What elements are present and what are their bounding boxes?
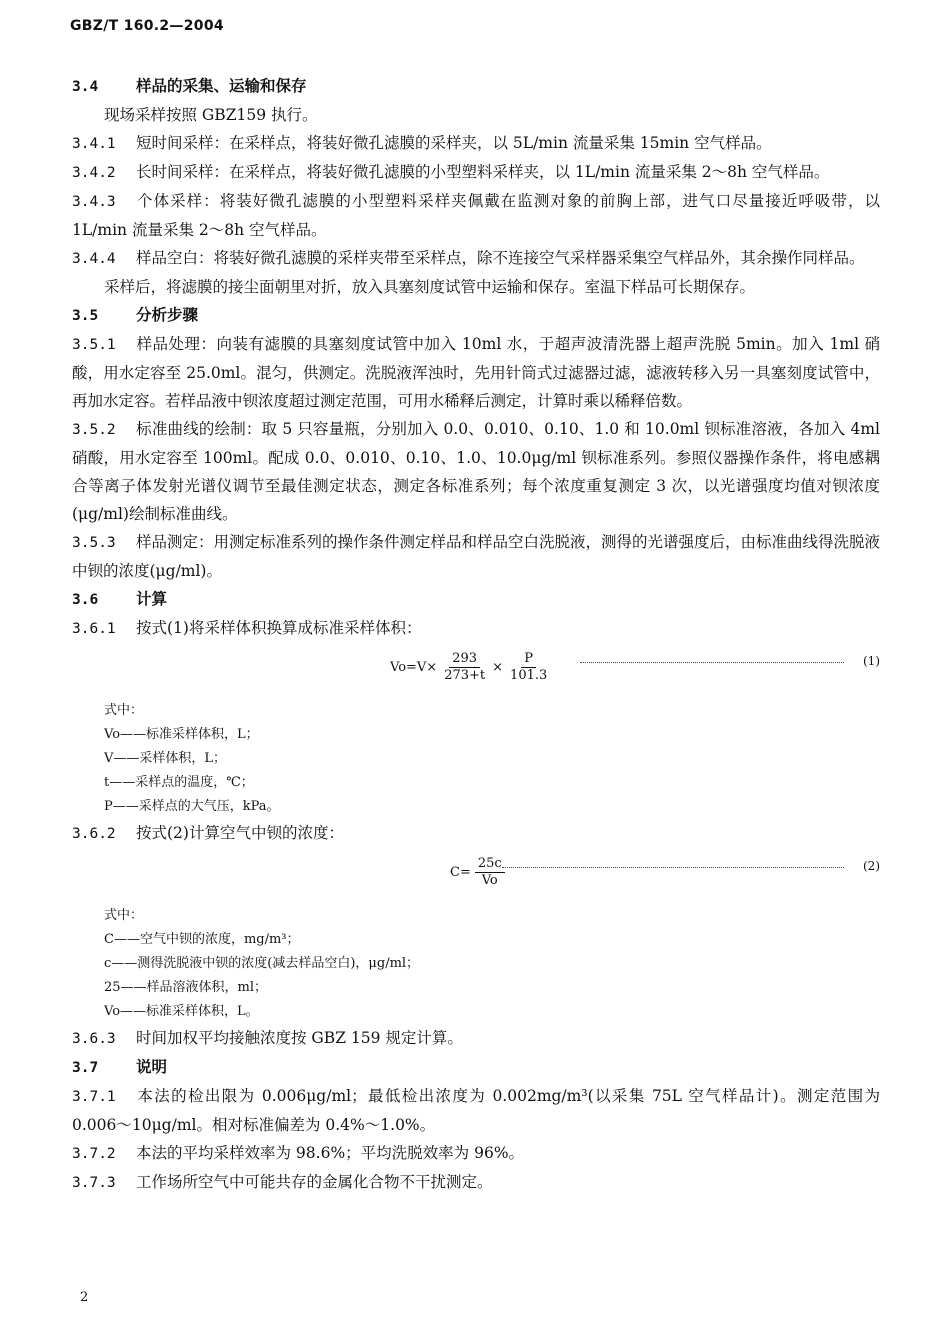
equation-number: (1) bbox=[863, 654, 880, 668]
clause-number: 3.6 bbox=[72, 592, 99, 608]
clause-3-4-1 bbox=[72, 129, 880, 158]
clause-3-6-2 bbox=[72, 819, 880, 848]
standard-number: GBZ/T 160.2—2004 bbox=[70, 18, 224, 34]
clause-text: 样品处理：向装有滤膜的具塞刻度试管中加入 10ml 水，于超声波清洗器上超声洗脱 5min。加入 1ml 硝酸，用水定容至 25.0ml。混匀，供测定。洗脱液浑浊时，先用针筒式过滤器过滤，滤液转移入另一具塞刻度试管中，再加水定容。若样品液中钡浓度超过测定范围，可用水稀释后测定，计算时乘以稀释倍数。 bbox=[72, 335, 880, 410]
clause-text: 本法的检出限为 0.006μg/ml；最低检出浓度为 0.002mg/m³(以采集 75L 空气样品计)。测定范围为 0.006～10μg/ml。相对标准偏差为 0.4%～1.0%。 bbox=[72, 1087, 880, 1134]
clause-3-6-1 bbox=[72, 614, 880, 643]
paragraph: 采样后，将滤膜的接尘面朝里对折，放入具塞刻度试管中运输和保存。室温下样品可长期保存。 bbox=[104, 278, 756, 296]
clause-number: 3.7.1 bbox=[72, 1089, 116, 1105]
formula-2 bbox=[72, 852, 880, 898]
clause-text: 样品测定：用测定标准系列的操作条件测定样品和样品空白洗脱液，测得的光谱强度后，由标准曲线得洗脱液中钡的浓度(μg/ml)。 bbox=[72, 533, 881, 580]
clause-number: 3.7.2 bbox=[72, 1146, 116, 1162]
fraction-concentration bbox=[475, 856, 505, 889]
section-title: 说明 bbox=[136, 1057, 168, 1076]
section-heading-3-6 bbox=[72, 585, 880, 614]
variable-definition: Vo——标准采样体积，L； bbox=[104, 727, 259, 742]
clause-number: 3.4 bbox=[72, 79, 99, 95]
variable-definitions-1 bbox=[72, 699, 880, 819]
clause-text: 按式(1)将采样体积换算成标准采样体积： bbox=[136, 619, 422, 637]
clause-number: 3.4.2 bbox=[72, 165, 116, 181]
section-title: 样品的采集、运输和保存 bbox=[136, 76, 307, 95]
clause-number: 3.6.1 bbox=[72, 621, 116, 637]
clause-text: 时间加权平均接触浓度按 GBZ 159 规定计算。 bbox=[136, 1029, 463, 1047]
variable-definition: C——空气中钡的浓度，mg/m³； bbox=[104, 932, 300, 947]
variable-definition: c——测得洗脱液中钡的浓度(减去样品空白)，μg/ml； bbox=[104, 956, 420, 971]
clause-3-5-1 bbox=[72, 330, 880, 415]
clause-3-7-2 bbox=[72, 1139, 880, 1168]
clause-number: 3.7.3 bbox=[72, 1175, 116, 1191]
where-label: 式中： bbox=[104, 908, 144, 923]
formula-1 bbox=[72, 647, 880, 693]
clause-text: 样品空白：将装好微孔滤膜的采样夹带至采样点，除不连接空气采样器采集空气样品外，其余操作同样品。 bbox=[136, 249, 865, 267]
fraction-numerator: P bbox=[521, 651, 536, 668]
fraction-denominator: 273+t bbox=[444, 668, 486, 683]
variable-definition: V——采样体积，L； bbox=[104, 751, 227, 766]
times-sign: × bbox=[492, 659, 504, 675]
clause-3-4-4 bbox=[72, 244, 880, 273]
section-title: 计算 bbox=[136, 589, 168, 608]
section-heading-3-5 bbox=[72, 301, 880, 330]
formula-lhs: C= bbox=[450, 864, 471, 880]
fraction-numerator: 25c bbox=[475, 856, 505, 873]
fraction-temperature bbox=[441, 651, 488, 684]
clause-text: 工作场所空气中可能共存的金属化合物不干扰测定。 bbox=[136, 1173, 493, 1191]
leader-dots bbox=[580, 662, 844, 663]
clause-number: 3.5.3 bbox=[72, 535, 116, 551]
variable-definitions-2 bbox=[72, 904, 880, 1024]
clause-number: 3.4.1 bbox=[72, 136, 116, 152]
document-body bbox=[72, 72, 880, 1197]
variable-definition: P——采样点的大气压，kPa。 bbox=[104, 799, 280, 814]
clause-number: 3.6.2 bbox=[72, 826, 116, 842]
clause-number: 3.7 bbox=[72, 1060, 99, 1076]
fraction-pressure bbox=[507, 651, 550, 684]
clause-number: 3.6.3 bbox=[72, 1031, 116, 1047]
formula-expression bbox=[390, 651, 552, 684]
fraction-numerator: 293 bbox=[449, 651, 480, 668]
paragraph: 现场采样按照 GBZ159 执行。 bbox=[104, 106, 318, 124]
section-heading-3-4 bbox=[72, 72, 880, 101]
leader-dots bbox=[502, 867, 844, 868]
clause-3-4-3 bbox=[72, 187, 880, 244]
clause-number: 3.5.2 bbox=[72, 422, 116, 438]
clause-3-6-3 bbox=[72, 1024, 880, 1053]
page-number: 2 bbox=[80, 1290, 89, 1305]
variable-definition: t——采样点的温度，℃； bbox=[104, 775, 254, 790]
clause-text: 个体采样：将装好微孔滤膜的小型塑料采样夹佩戴在监测对象的前胸上部，进气口尽量接近呼吸带，以 1L/min 流量采集 2～8h 空气样品。 bbox=[72, 192, 880, 239]
clause-text: 短时间采样：在采样点，将装好微孔滤膜的采样夹，以 5L/min 流量采集 15min 空气样品。 bbox=[136, 134, 772, 152]
fraction-denominator: Vo bbox=[481, 873, 498, 888]
formula-lhs: Vo=V× bbox=[390, 659, 438, 675]
clause-3-7-1 bbox=[72, 1082, 880, 1139]
clause-text: 本法的平均采样效率为 98.6%；平均洗脱效率为 96%。 bbox=[136, 1144, 525, 1162]
section-title: 分析步骤 bbox=[136, 305, 199, 324]
formula-expression bbox=[450, 856, 507, 889]
clause-text: 按式(2)计算空气中钡的浓度： bbox=[136, 824, 344, 842]
section-heading-3-7 bbox=[72, 1053, 880, 1082]
clause-number: 3.5 bbox=[72, 308, 99, 324]
variable-definition: Vo——标准采样体积，L。 bbox=[104, 1004, 259, 1019]
clause-number: 3.4.3 bbox=[72, 194, 116, 210]
clause-text: 标准曲线的绘制：取 5 只容量瓶，分别加入 0.0、0.010、0.10、1.0 和 10.0ml 钡标准溶液，各加入 4ml 硝酸，用水定容至 100ml。配成 0.0、0.010、0.10、1.0、10.0μg/ml 钡标准系列。参照仪器操作条件，将电感耦合等离子体发射光谱仪调节至最佳测定状态，测定各标准系列；每个浓度重复测定 3 次，以光谱强度均值对钡浓度(μg/ml)绘制标准曲线。 bbox=[72, 420, 880, 523]
clause-number: 3.4.4 bbox=[72, 251, 116, 267]
clause-3-4-2 bbox=[72, 158, 880, 187]
equation-number: (2) bbox=[863, 859, 880, 873]
clause-text: 长时间采样：在采样点，将装好微孔滤膜的小型塑料采样夹，以 1L/min 流量采集 2～8h 空气样品。 bbox=[136, 163, 830, 181]
variable-definition: 25——样品溶液体积，ml； bbox=[104, 980, 268, 995]
clause-number: 3.5.1 bbox=[72, 337, 116, 353]
fraction-denominator: 101.3 bbox=[510, 668, 548, 683]
clause-3-5-3 bbox=[72, 528, 880, 585]
clause-3-5-2 bbox=[72, 415, 880, 528]
clause-3-7-3 bbox=[72, 1168, 880, 1197]
where-label: 式中： bbox=[104, 703, 144, 718]
